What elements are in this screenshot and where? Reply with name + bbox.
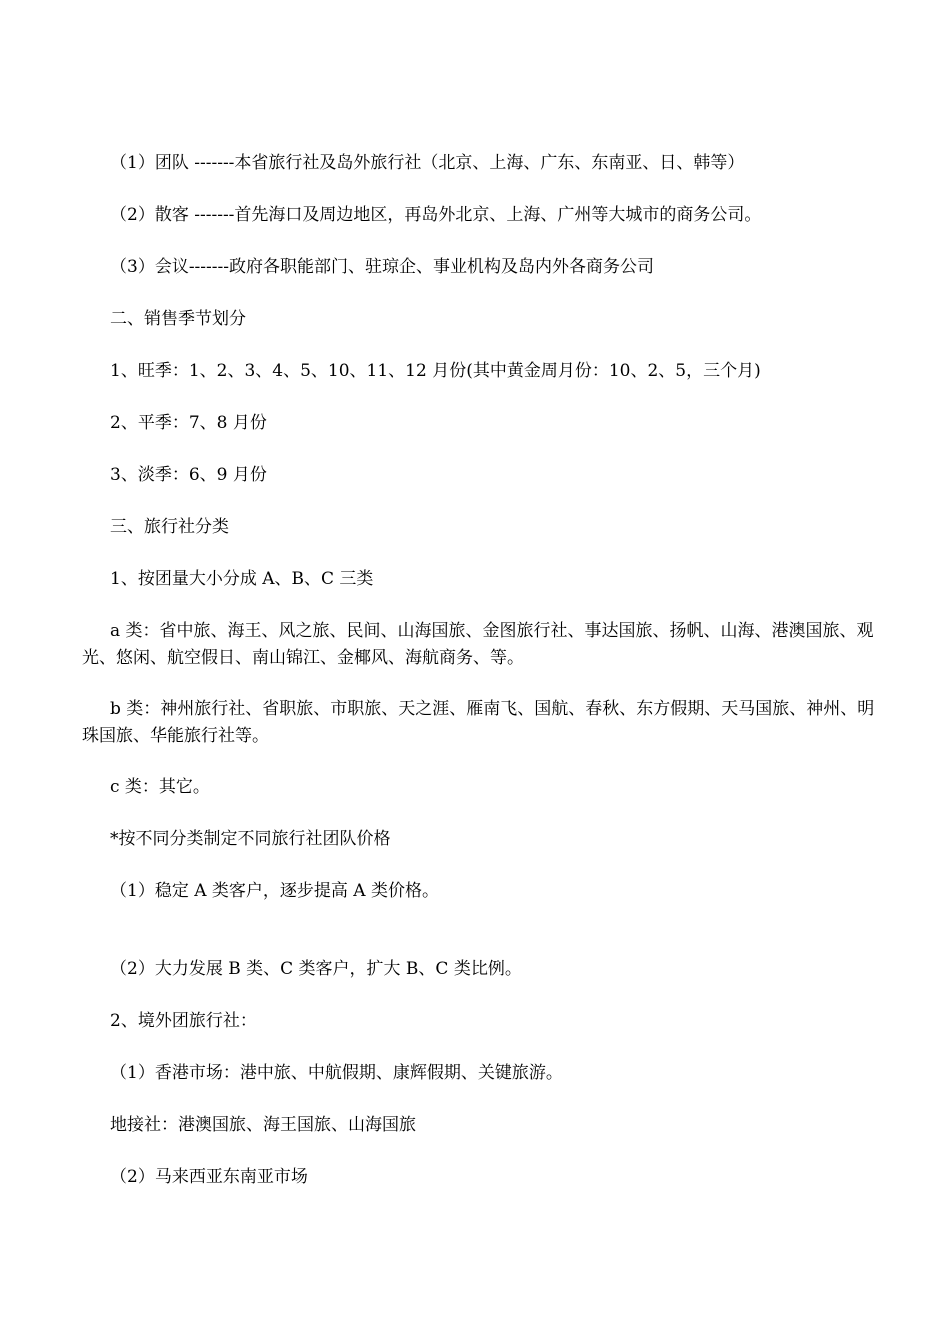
paragraph-individual-guests: （2）散客 -------首先海口及周边地区，再岛外北京、上海、广州等大城市的商务公司。 <box>110 205 762 225</box>
paragraph-class-c: c 类：其它。 <box>110 777 210 797</box>
section-heading-sales-season: 二、销售季节划分 <box>110 309 246 329</box>
paragraph-pricing-note: *按不同分类制定不同旅行社团队价格 <box>110 829 391 849</box>
paragraph-class-b: b 类：神州旅行社、省职旅、市职旅、天之涯、雁南飞、国航、春秋、东方假期、天马国旅、神州、明珠国旅、华能旅行社等。 <box>82 699 875 746</box>
paragraph-group-tour: （1）团队 -------本省旅行社及岛外旅行社（北京、上海、广东、东南亚、日、韩等） <box>110 153 745 173</box>
paragraph-malaysia-southeast-asia-market: （2）马来西亚东南亚市场 <box>110 1167 308 1187</box>
paragraph-normal-season: 2、平季：7、8 月份 <box>110 413 267 433</box>
paragraph-conference: （3）会议-------政府各职能部门、驻琼企、事业机构及岛内外各商务公司 <box>110 257 655 277</box>
paragraph-low-season: 3、淡季：6、9 月份 <box>110 465 267 485</box>
paragraph-hong-kong-market: （1）香港市场：港中旅、中航假期、康辉假期、关键旅游。 <box>110 1063 563 1083</box>
section-heading-travel-agency-classification: 三、旅行社分类 <box>110 517 229 537</box>
paragraph-stabilize-class-a: （1）稳定 A 类客户，逐步提高 A 类价格。 <box>110 881 439 901</box>
paragraph-overseas-agencies: 2、境外团旅行社： <box>110 1011 257 1031</box>
paragraph-peak-season: 1、旺季：1、2、3、4、5、10、11、12 月份(其中黄金周月份：10、2、5，三个月) <box>110 361 761 381</box>
paragraph-develop-class-b-c: （2）大力发展 B 类、C 类客户，扩大 B、C 类比例。 <box>110 959 522 979</box>
paragraph-class-a: a 类：省中旅、海王、风之旅、民间、山海国旅、金图旅行社、事达国旅、扬帆、山海、港澳国旅、观光、悠闲、航空假日、南山锦江、金椰风、海航商务、等。 <box>82 621 874 668</box>
paragraph-local-agencies: 地接社：港澳国旅、海王国旅、山海国旅 <box>110 1115 416 1135</box>
paragraph-classify-by-volume: 1、按团量大小分成 A、B、C 三类 <box>110 569 374 589</box>
